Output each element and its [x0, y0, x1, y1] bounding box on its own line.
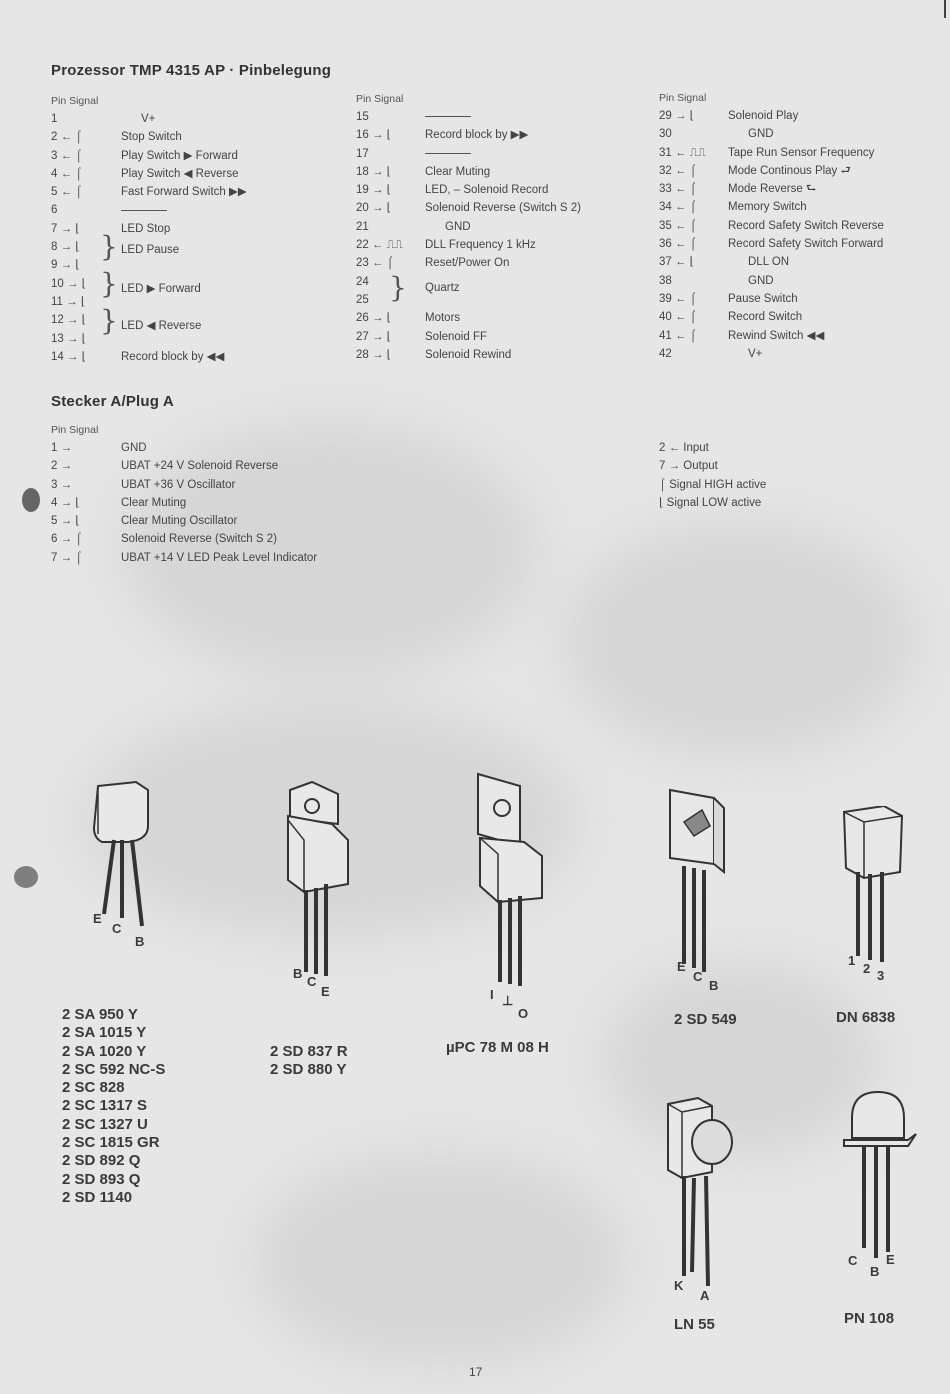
pin-number: 6	[51, 204, 58, 217]
pin-signal: Solenoid Reverse (Switch S 2)	[121, 533, 277, 546]
pin-number: 24	[356, 275, 369, 288]
lead-label: O	[518, 1006, 529, 1021]
pin-number: 21	[356, 220, 369, 233]
plug-pin-table	[51, 421, 411, 567]
part-number: 2 SA 1015 Y	[62, 1024, 147, 1042]
group-label-quartz: Quartz	[425, 282, 460, 294]
pin-header: Pin Signal	[51, 424, 99, 436]
pin-signal: Record Switch	[728, 311, 803, 324]
lead-label: 2	[863, 961, 871, 976]
pin-signal: Clear Muting	[425, 165, 491, 178]
pin-row	[51, 512, 411, 530]
lead-label: B	[293, 966, 303, 981]
brace-icon: }	[100, 267, 118, 300]
pin-row	[51, 238, 351, 256]
pin-row	[659, 272, 939, 290]
pin-signal	[121, 201, 167, 219]
pin-number: 9 → ⌊	[51, 259, 80, 272]
pin-signal: Record block by ▶▶	[425, 129, 529, 142]
pin-row	[659, 253, 939, 271]
ln55-led-icon	[662, 1096, 742, 1296]
pin-number: 35 ← ⌠	[659, 219, 697, 232]
pin-number: 30	[659, 128, 672, 141]
pin-signal: Solenoid FF	[425, 330, 488, 343]
pin-row	[356, 236, 646, 254]
part-number: 2 SC 828	[62, 1079, 125, 1097]
lead-label: B	[870, 1264, 880, 1279]
pin-signal: DLL ON	[748, 256, 790, 269]
voltage-regulator-icon	[472, 768, 562, 988]
pin-row	[356, 328, 646, 346]
pin-signal: Memory Switch	[728, 201, 807, 214]
pin-number: 27 → ⌊	[356, 330, 392, 343]
pin-number: 25	[356, 293, 369, 306]
lead-label: C	[307, 974, 317, 989]
pin-row	[51, 457, 411, 475]
pin-signal: GND	[748, 128, 774, 141]
pin-row	[659, 162, 939, 180]
pin-signal: Fast Forward Switch ▶▶	[121, 186, 247, 199]
pin-signal: Record Safety Switch Forward	[728, 238, 884, 251]
part-number: 2 SC 1815 GR	[62, 1134, 160, 1152]
pin-number: 15	[356, 111, 369, 123]
pin-number: 22 ← ⎍⎍	[356, 239, 403, 252]
pin-number: 11 → ⌊	[51, 295, 86, 308]
pin-signal: Clear Muting	[121, 496, 187, 509]
pin-signal: DLL Frequency 1 kHz	[425, 239, 536, 252]
pin-number: 29 → ⌊	[659, 110, 695, 122]
pin-number: 3 ← ⌠	[51, 149, 83, 162]
ln55-part-label: LN 55	[674, 1316, 715, 1333]
part-number: 2 SC 592 NC-S	[62, 1060, 166, 1078]
pin-signal: Play Switch ◀ Reverse	[121, 167, 239, 180]
pin-signal	[425, 108, 471, 126]
lead-label: E	[886, 1252, 895, 1267]
pin-column-2	[356, 90, 646, 364]
pin-number: 2 →	[51, 460, 73, 473]
background-shade	[250, 1150, 630, 1370]
pin-number: 32 ← ⌠	[659, 164, 697, 177]
pin-number: 13 → ⌊	[51, 332, 87, 345]
pin-signal: Reset/Power On	[425, 257, 510, 270]
pin-row	[356, 145, 646, 163]
pin-number: 33 ← ⌠	[659, 183, 697, 196]
pin-signal: Play Switch ▶ Forward	[121, 149, 238, 162]
pin-signal: GND	[748, 274, 774, 287]
to220-part-list	[270, 1043, 348, 1080]
part-number: 2 SA 950 Y	[62, 1006, 138, 1023]
lead-label: 1	[848, 953, 856, 968]
pin-number: 6 → ⌠	[51, 533, 83, 546]
pin-row	[356, 163, 646, 181]
brace-icon: }	[100, 230, 118, 263]
pin-signal: Tape Run Sensor Frequency	[728, 146, 875, 159]
pin-row	[356, 254, 646, 272]
to220-transistor-icon	[282, 780, 358, 980]
plug-title: Stecker A/Plug A	[51, 393, 174, 410]
pin-number: 41 ← ⌠	[659, 329, 697, 342]
pin-row	[659, 235, 939, 253]
pin-number: 7 → ⌊	[51, 222, 80, 235]
lead-label: B	[709, 978, 719, 993]
pin-signal: Mode Reverse ⮑	[728, 183, 817, 196]
pin-row	[659, 144, 939, 162]
pin-row	[356, 181, 646, 199]
pin-signal: Solenoid Play	[728, 110, 799, 122]
pin-signal: Solenoid Rewind	[425, 348, 512, 361]
pin-row	[51, 147, 351, 165]
legend-item: ⌊ Signal LOW active	[659, 496, 762, 509]
pin-number: 1	[51, 113, 58, 125]
lead-label: E	[677, 959, 686, 974]
pin-row	[51, 110, 351, 128]
pin-number: 4 ← ⌠	[51, 167, 83, 180]
pin-number: 17	[356, 147, 369, 160]
pin-row	[51, 128, 351, 146]
pin-number: 42	[659, 347, 672, 360]
pin-number: 5 → ⌊	[51, 515, 80, 528]
edge-mark	[944, 0, 946, 18]
legend-item: 7 → Output	[659, 460, 718, 473]
pin-number: 7 → ⌠	[51, 551, 83, 564]
lead-label: ⊥	[502, 993, 514, 1008]
no-connection-dash	[425, 153, 471, 154]
pin-row	[51, 330, 351, 348]
pin-number: 26 → ⌊	[356, 312, 392, 325]
pin-signal	[425, 145, 471, 163]
pn108-part-label: PN 108	[844, 1310, 895, 1327]
pin-row	[356, 309, 646, 327]
pin-row	[51, 494, 411, 512]
pin-row	[356, 346, 646, 364]
sd549-transistor-icon	[664, 786, 736, 976]
pin-signal: V+	[141, 113, 156, 125]
lead-label: I	[490, 987, 494, 1002]
regulator-part-label: µPC 78 M 08 H	[446, 1039, 549, 1056]
pin-number: 8 → ⌊	[51, 241, 80, 254]
no-connection-dash	[121, 210, 167, 211]
pin-number: 14 → ⌊	[51, 350, 87, 363]
pin-number: 16 → ⌊	[356, 129, 392, 142]
pin-number: 12 → ⌊	[51, 314, 87, 327]
pin-row	[659, 180, 939, 198]
pin-row	[51, 183, 351, 201]
pin-header: Pin Signal	[659, 92, 707, 104]
pin-row	[51, 549, 411, 567]
brace-icon: }	[100, 304, 118, 337]
pin-signal: Rewind Switch ◀◀	[728, 329, 825, 342]
pin-row	[659, 125, 939, 143]
pin-row	[659, 217, 939, 235]
pin-row	[659, 327, 939, 345]
pin-signal: GND	[445, 220, 471, 233]
dn6838-hall-sensor-icon	[838, 806, 910, 966]
lead-label: E	[321, 984, 330, 999]
pin-signal: Mode Continous Play ⮐	[728, 164, 851, 177]
pin-number: 20 → ⌊	[356, 202, 392, 215]
pin-row	[356, 108, 646, 126]
legend-item: 2 ← Input	[659, 442, 709, 454]
lead-label: 3	[877, 968, 885, 983]
lead-label: A	[700, 1288, 710, 1303]
pin-row	[659, 290, 939, 308]
pin-signal: GND	[121, 442, 147, 454]
pin-number: 4 → ⌊	[51, 496, 80, 509]
part-number: 2 SA 1020 Y	[62, 1042, 147, 1060]
pin-row	[51, 165, 351, 183]
pin-row	[659, 308, 939, 326]
pin-row	[659, 198, 939, 216]
pin-signal: Record block by ◀◀	[121, 350, 225, 363]
brace-icon: }	[389, 271, 407, 304]
processor-title: Prozessor TMP 4315 AP · Pinbelegung	[51, 62, 332, 79]
pin-row	[356, 218, 646, 236]
lead-label: K	[674, 1278, 684, 1293]
pin-number: 3 →	[51, 478, 73, 491]
lead-label: E	[93, 911, 102, 926]
pin-signal: Solenoid Reverse (Switch S 2)	[425, 202, 581, 215]
part-number: 2 SD 1140	[62, 1188, 133, 1206]
pin-header: Pin Signal	[356, 93, 404, 105]
sd549-part-label: 2 SD 549	[674, 1011, 737, 1028]
pin-signal: UBAT +36 V Oscillator	[121, 478, 236, 491]
pin-row	[51, 293, 351, 311]
pin-row	[51, 476, 411, 494]
pin-signal: Stop Switch	[121, 131, 182, 144]
pin-column-3	[659, 89, 939, 363]
pin-signal: Clear Muting Oscillator	[121, 515, 238, 528]
pin-row	[51, 275, 351, 293]
pin-signal: V+	[748, 347, 763, 360]
pin-signal: LED Stop	[121, 222, 171, 235]
pin-signal: LED, – Solenoid Record	[425, 184, 549, 197]
pin-number: 36 ← ⌠	[659, 238, 697, 251]
part-number: 2 SC 1327 U	[62, 1115, 148, 1133]
no-connection-dash	[425, 116, 471, 117]
part-number: 2 SD 837 R	[270, 1043, 348, 1060]
pin-number: 28 → ⌊	[356, 348, 392, 361]
pin-header: Pin Signal	[51, 95, 99, 107]
pin-signal: UBAT +24 V Solenoid Reverse	[121, 460, 279, 473]
lead-label: C	[693, 969, 703, 984]
pin-number: 2 ← ⌠	[51, 131, 83, 144]
ink-smudge	[14, 866, 38, 888]
pin-row	[51, 348, 351, 366]
pin-row	[51, 220, 351, 238]
pin-row	[356, 199, 646, 217]
pin-number: 40 ← ⌠	[659, 311, 697, 324]
pin-row	[356, 126, 646, 144]
pin-number: 5 ← ⌠	[51, 186, 83, 199]
pin-number: 37 ← ⌊	[659, 256, 695, 269]
pin-row	[51, 530, 411, 548]
group-label-led-pause: LED Pause	[121, 244, 180, 256]
pin-number: 34 ← ⌠	[659, 201, 697, 214]
background-shade	[560, 520, 920, 760]
legend-item: ⌠ Signal HIGH active	[659, 478, 767, 491]
dn6838-part-label: DN 6838	[836, 1009, 896, 1026]
lead-label: C	[112, 921, 122, 936]
pin-number: 23 ← ⌠	[356, 257, 394, 270]
pin-signal: Pause Switch	[728, 292, 798, 305]
ink-smudge	[22, 488, 40, 512]
pin-number: 39 ← ⌠	[659, 292, 697, 305]
pin-row	[659, 345, 939, 363]
part-number: 2 SD 892 Q	[62, 1152, 141, 1170]
pin-signal: Record Safety Switch Reverse	[728, 219, 884, 232]
part-number: 2 SD 880 Y	[270, 1061, 347, 1079]
lead-label: B	[135, 934, 145, 949]
pin-number: 19 → ⌊	[356, 184, 392, 197]
group-label-led-reverse: LED ◀ Reverse	[121, 320, 202, 332]
group-label-led-forward: LED ▶ Forward	[121, 283, 201, 295]
pin-row	[51, 201, 351, 219]
page-number: 17	[469, 1365, 483, 1379]
pn108-transistor-icon	[838, 1088, 918, 1268]
pin-signal: Motors	[425, 312, 461, 325]
lead-label: C	[848, 1253, 858, 1268]
pin-number: 10 → ⌊	[51, 277, 87, 290]
to92-part-list	[62, 1006, 165, 1207]
pin-number: 18 → ⌊	[356, 165, 392, 178]
pin-row	[659, 107, 939, 125]
pin-number: 38	[659, 274, 672, 287]
signal-legend	[659, 439, 766, 512]
pin-number: 31 ← ⎍⎍	[659, 146, 706, 159]
pin-number: 1 →	[51, 442, 73, 454]
pin-row	[51, 439, 411, 457]
part-number: 2 SD 893 Q	[62, 1170, 141, 1188]
part-number: 2 SC 1317 S	[62, 1097, 148, 1115]
pin-signal: UBAT +14 V LED Peak Level Indicator	[121, 551, 318, 564]
pin-row	[51, 256, 351, 274]
